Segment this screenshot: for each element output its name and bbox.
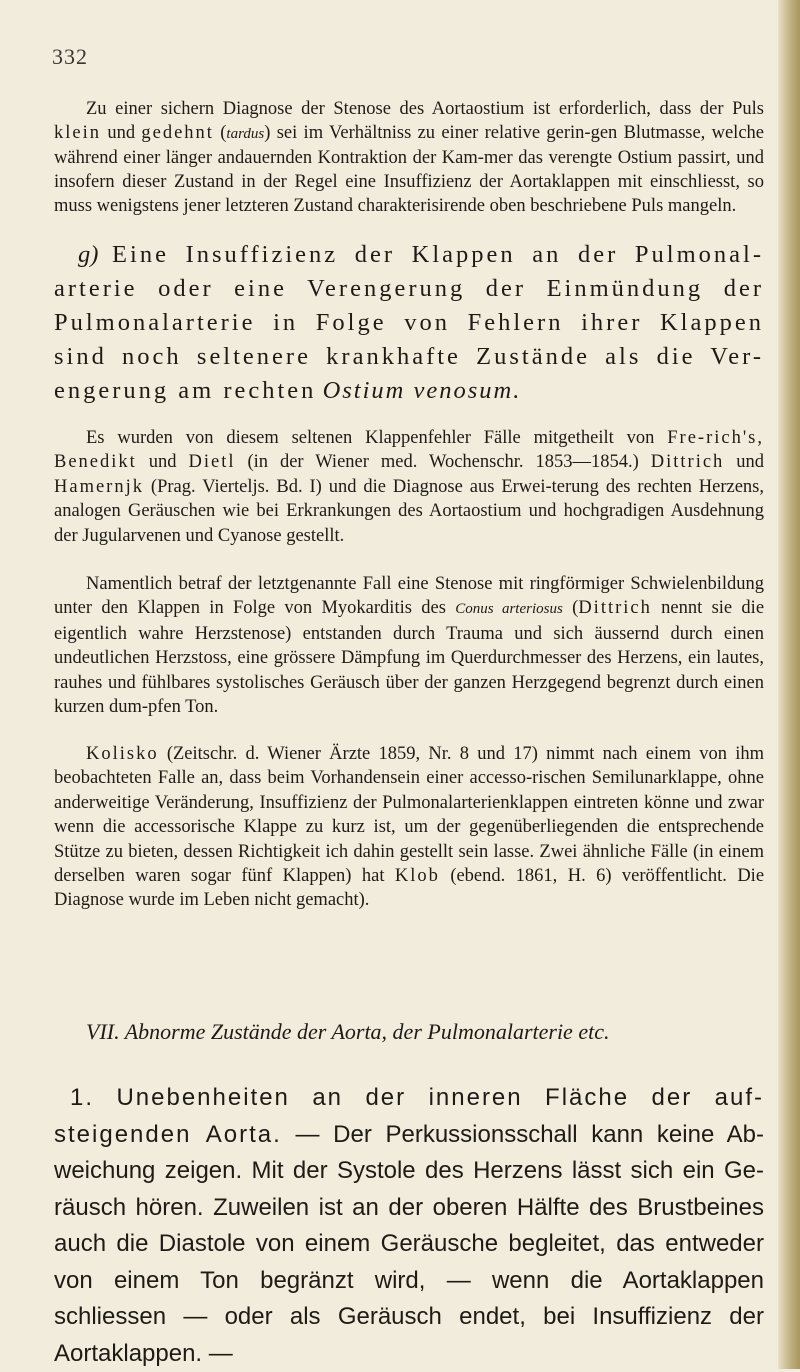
p3-text-4: und [736, 452, 765, 473]
p2-italic-ostium: Ostium venosum. [322, 377, 522, 404]
page-number: 332 [52, 44, 88, 69]
p3-spaced-dietl: Dietl [188, 452, 236, 473]
p3-spaced-authors: Fre-rich's, Benedikt [54, 428, 765, 473]
page-edge-shadow [778, 0, 800, 1369]
p2-item-letter: g) [78, 241, 99, 268]
p1-text-4: ) sei im Verhältniss zu einer relative gerin-gen Blutmasse, welche während einer länger andauernden Kontraktion der Kam-mer das verengte Ostium passirt, und insofern dieser Zustand in der Regel eine Insuffizienz der Aortaklappen mit einschliesst, so muss wenigstens jener letzteren Zustand charakterisirende oben beschriebene Puls mangeln. [54, 123, 764, 216]
p3-text-3: (in der Wiener med. Wochenschr. 1853—1854.) [247, 452, 639, 473]
p5-text-2: (ebend. 1861, H. 6) veröffentlicht. Die Diagnose wurde im Leben nicht gemacht). [54, 866, 765, 911]
p3-text-5: (Prag. Viertelјs. Bd. I) und die Diagnose aus Erwei-terung des rechten Herzens, analogen Geräuschen wie bei Erkrankungen des Aortaostium und hochgradigen Ausdehnung der Jugularvenen und Cyanose gestellt. [54, 476, 765, 546]
p1-spaced-klein: klein [54, 123, 101, 143]
p3-text-1: Es wurden von diesem seltenen Klappenfehler Fälle mitgetheilt von [86, 428, 655, 448]
p4-italic-conus: Conus arteriosus [455, 601, 563, 618]
p1-text-3: ( [220, 123, 227, 143]
p4-text-3: nennt sie die eigentlich wahre Herzstenose) entstanden durch Trauma und sich äussernd durch einen undeutlichen Herzstoss, eine grössere Dämpfung im Querdurchmesser des Herzens, ein lautes, rauhes und fühlbares systolisches Geräusch über der ganzen Herzgegend begrenzt durch einen kurzen dum-pfen Ton. [54, 598, 765, 718]
paragraph-aorta-unevenness [54, 1080, 764, 1372]
p3-text-2: und [148, 452, 177, 473]
p5-spaced-kolisko: Kolisko [86, 744, 159, 764]
paragraph-reported-cases [54, 426, 764, 548]
p1-italic-tardus: tardus [226, 126, 265, 142]
p3-spaced-hamernjk: Hamernjk [54, 476, 144, 497]
p4-spaced-dittrich: Dittrich [578, 598, 652, 619]
paragraph-pulse-diagnosis [54, 97, 764, 218]
p1-spaced-gedehnt: gedehnt [141, 123, 214, 143]
p6-spaced-title: 1. Unebenheiten an der inneren Fläche der auf-steigenden Aorta. [54, 1084, 764, 1148]
section-heading: VII. Abnorme Zustände der Aorta, der Pulmonalarterie etc. [86, 1019, 610, 1044]
paragraph-pulmonal-heading [54, 238, 764, 408]
paragraph-kolisko [54, 742, 764, 913]
p3-spaced-dittrich: Dittrich [650, 452, 725, 473]
p4-text-1: Namentlich betraf der letztgenannte Fall eine Stenose mit ringförmiger Schwielenbildung unter den Klappen in Folge von Myokarditis des [54, 574, 764, 619]
paragraph-stenosis-case [54, 572, 764, 719]
p1-text-1: Zu einer sichern Diagnose der Stenose des Aortaostium ist erforderlich, dass der Puls [86, 99, 764, 119]
p5-text-1: (Zeitschr. d. Wiener Ärzte 1859, Nr. 8 und 17) nimmt nach einem von ihm beobachteten Falle an, dass beim Vorhandensein einer accesso-rischen Semilunarklappe, ohne anderweitige Veränderung, Insuffizienz der Pulmonalarterienklappen eintreten könne und zwar wenn die accessorische Klappe zu kurz ist, um der gegenüberliegenden die entsprechende Stütze zu bieten, dessen Richtigkeit ich dahin gestellt sein lasse. Zwei ähnliche Fälle (in einem derselben waren sogar fünf Klappen) hat [54, 744, 765, 887]
p4-text-2: ( [572, 598, 579, 619]
p5-spaced-klob: Klob [394, 866, 440, 887]
p6-text-1: — Der Perkussionsschall kann keine Ab-weichung zeigen. Mit der Systole des Herzens lässt sich ein Ge-räusch hören. Zuweilen ist an der oberen Hälfte des Brustbeines auch die Diastole von einem Geräusche begleitet, das entweder von einem Ton begränzt wird, — wenn die Aortaklappen schliessen — oder als Geräusch endet, bei Insuffizienz der Aortaklappen. — [54, 1120, 764, 1367]
p1-text-2: und [107, 123, 136, 143]
p2-spaced-text: Eine Insuffizienz der Klappen an der Pulmonal-arterie oder eine Verengerung der Einmündung der Pulmonalarterie in Folge von Fehlern ihrer Klappen sind noch seltenere krankhafte Zustände als die Ver-engerung am rechten [54, 241, 764, 404]
